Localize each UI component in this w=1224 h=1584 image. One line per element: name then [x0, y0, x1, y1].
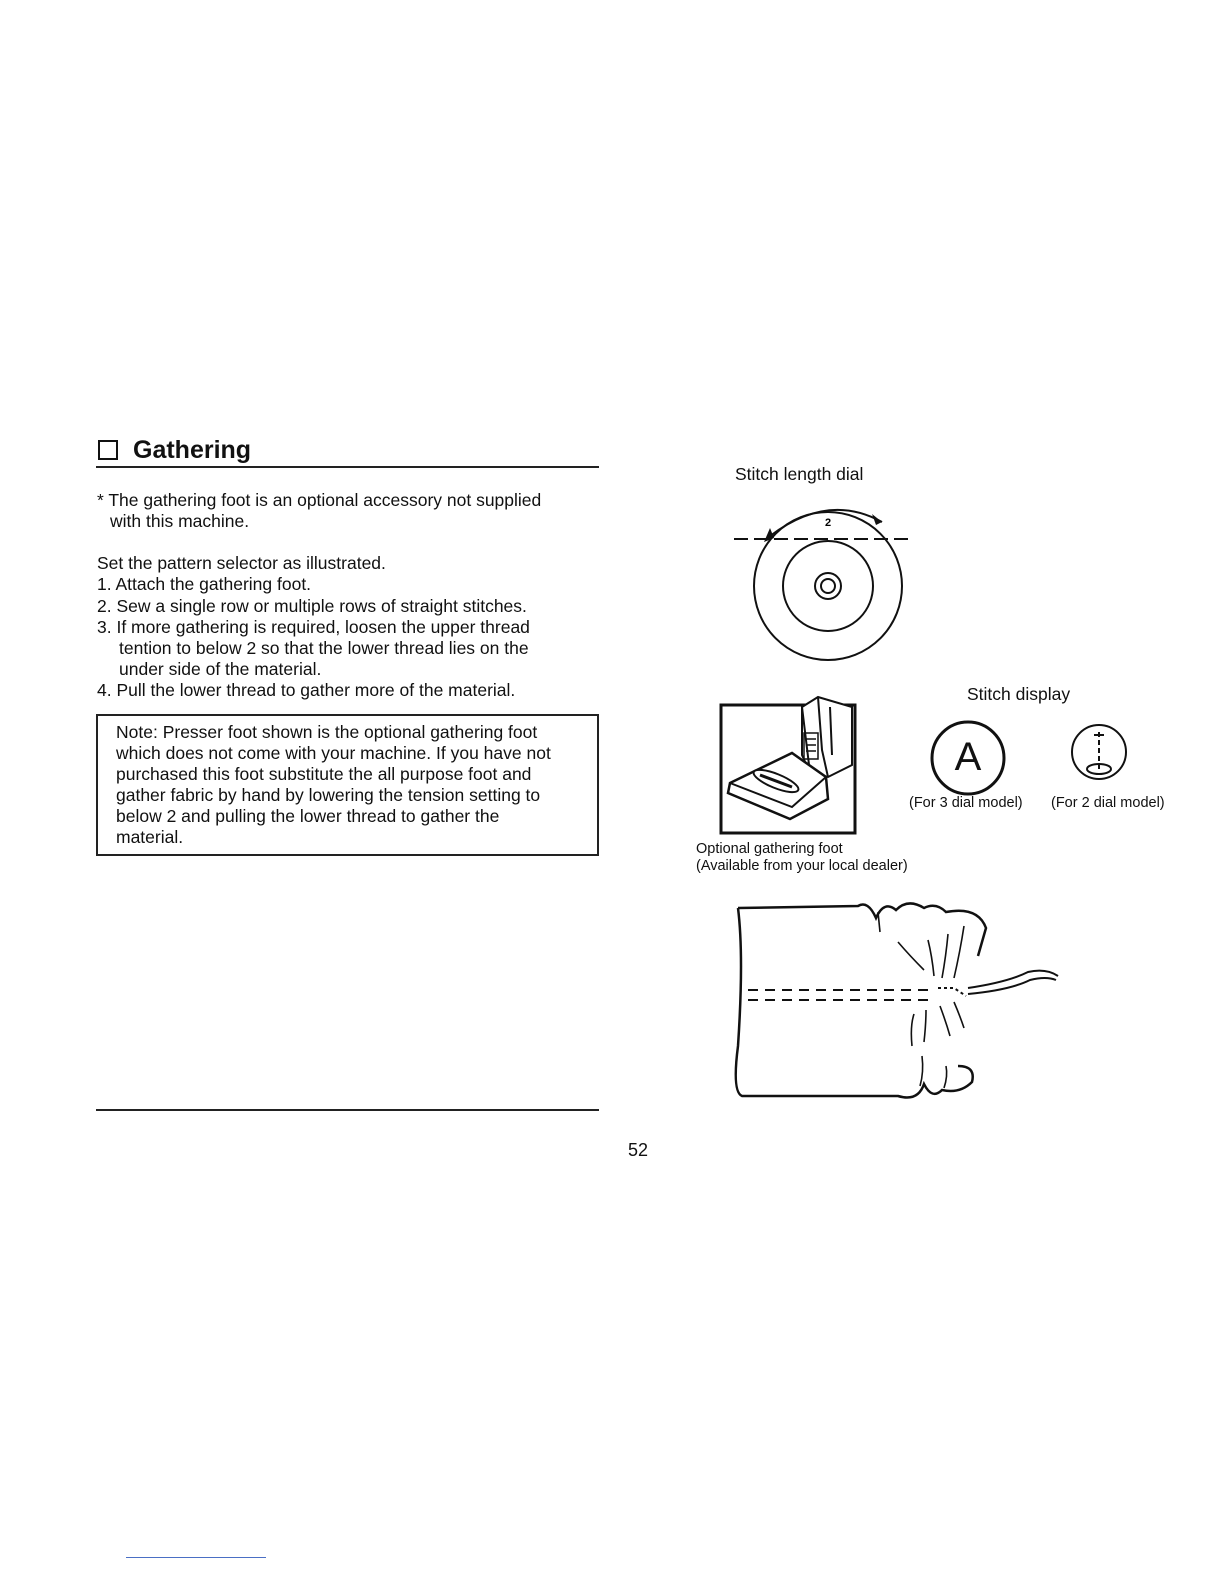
step-4: 4. Pull the lower thread to gather more of the material. [97, 680, 516, 700]
footer-link-line[interactable] [126, 1557, 266, 1558]
dial-icon [730, 498, 920, 668]
straight-stitch-icon [1070, 722, 1130, 782]
step-2: 2. Sew a single row or multiple rows of straight stitches. [97, 596, 527, 616]
foot-caption-line-1: Optional gathering foot [696, 841, 843, 857]
step-3-cont-1: tention to below 2 so that the lower thread lies on the [119, 638, 529, 658]
checkbox-icon [98, 440, 118, 460]
page-number: 52 [628, 1140, 649, 1160]
gathered-fabric-icon [728, 896, 1068, 1106]
step-3-cont-2: under side of the material. [119, 659, 322, 679]
asterisk-note-line-1: * The gathering foot is an optional accessory not supplied [97, 490, 542, 510]
note-text [116, 722, 551, 848]
note-line-5: below 2 and pulling the lower thread to gather the [116, 806, 500, 826]
note-line-1: Note: Presser foot shown is the optional gathering foot [116, 722, 538, 742]
asterisk-note-line-2: with this machine. [110, 511, 250, 531]
intro-text: Set the pattern selector as illustrated. [97, 553, 386, 573]
note-line-6: material. [116, 827, 184, 847]
stitch-length-dial-label: Stitch length dial [735, 464, 864, 484]
two-dial-caption: (For 2 dial model) [1051, 795, 1165, 811]
dial-mark: 2 [824, 517, 832, 529]
note-line-4: gather fabric by hand by lowering the tension setting to [116, 785, 541, 805]
foot-caption-line-2: (Available from your local dealer) [696, 858, 908, 874]
step-1: 1. Attach the gathering foot. [97, 574, 312, 594]
stitch-a-letter: A [954, 735, 982, 779]
three-dial-caption: (For 3 dial model) [909, 795, 1023, 811]
section-title: Gathering [133, 436, 252, 464]
bottom-rule [96, 1109, 599, 1111]
heading-rule [96, 466, 599, 468]
step-3: 3. If more gathering is required, loosen the upper thread [97, 617, 530, 637]
note-line-3: purchased this foot substitute the all purpose foot and [116, 764, 532, 784]
stitch-display-label: Stitch display [967, 684, 1071, 704]
gathering-foot-icon [718, 695, 860, 835]
note-line-2: which does not come with your machine. If you have not [116, 743, 551, 763]
